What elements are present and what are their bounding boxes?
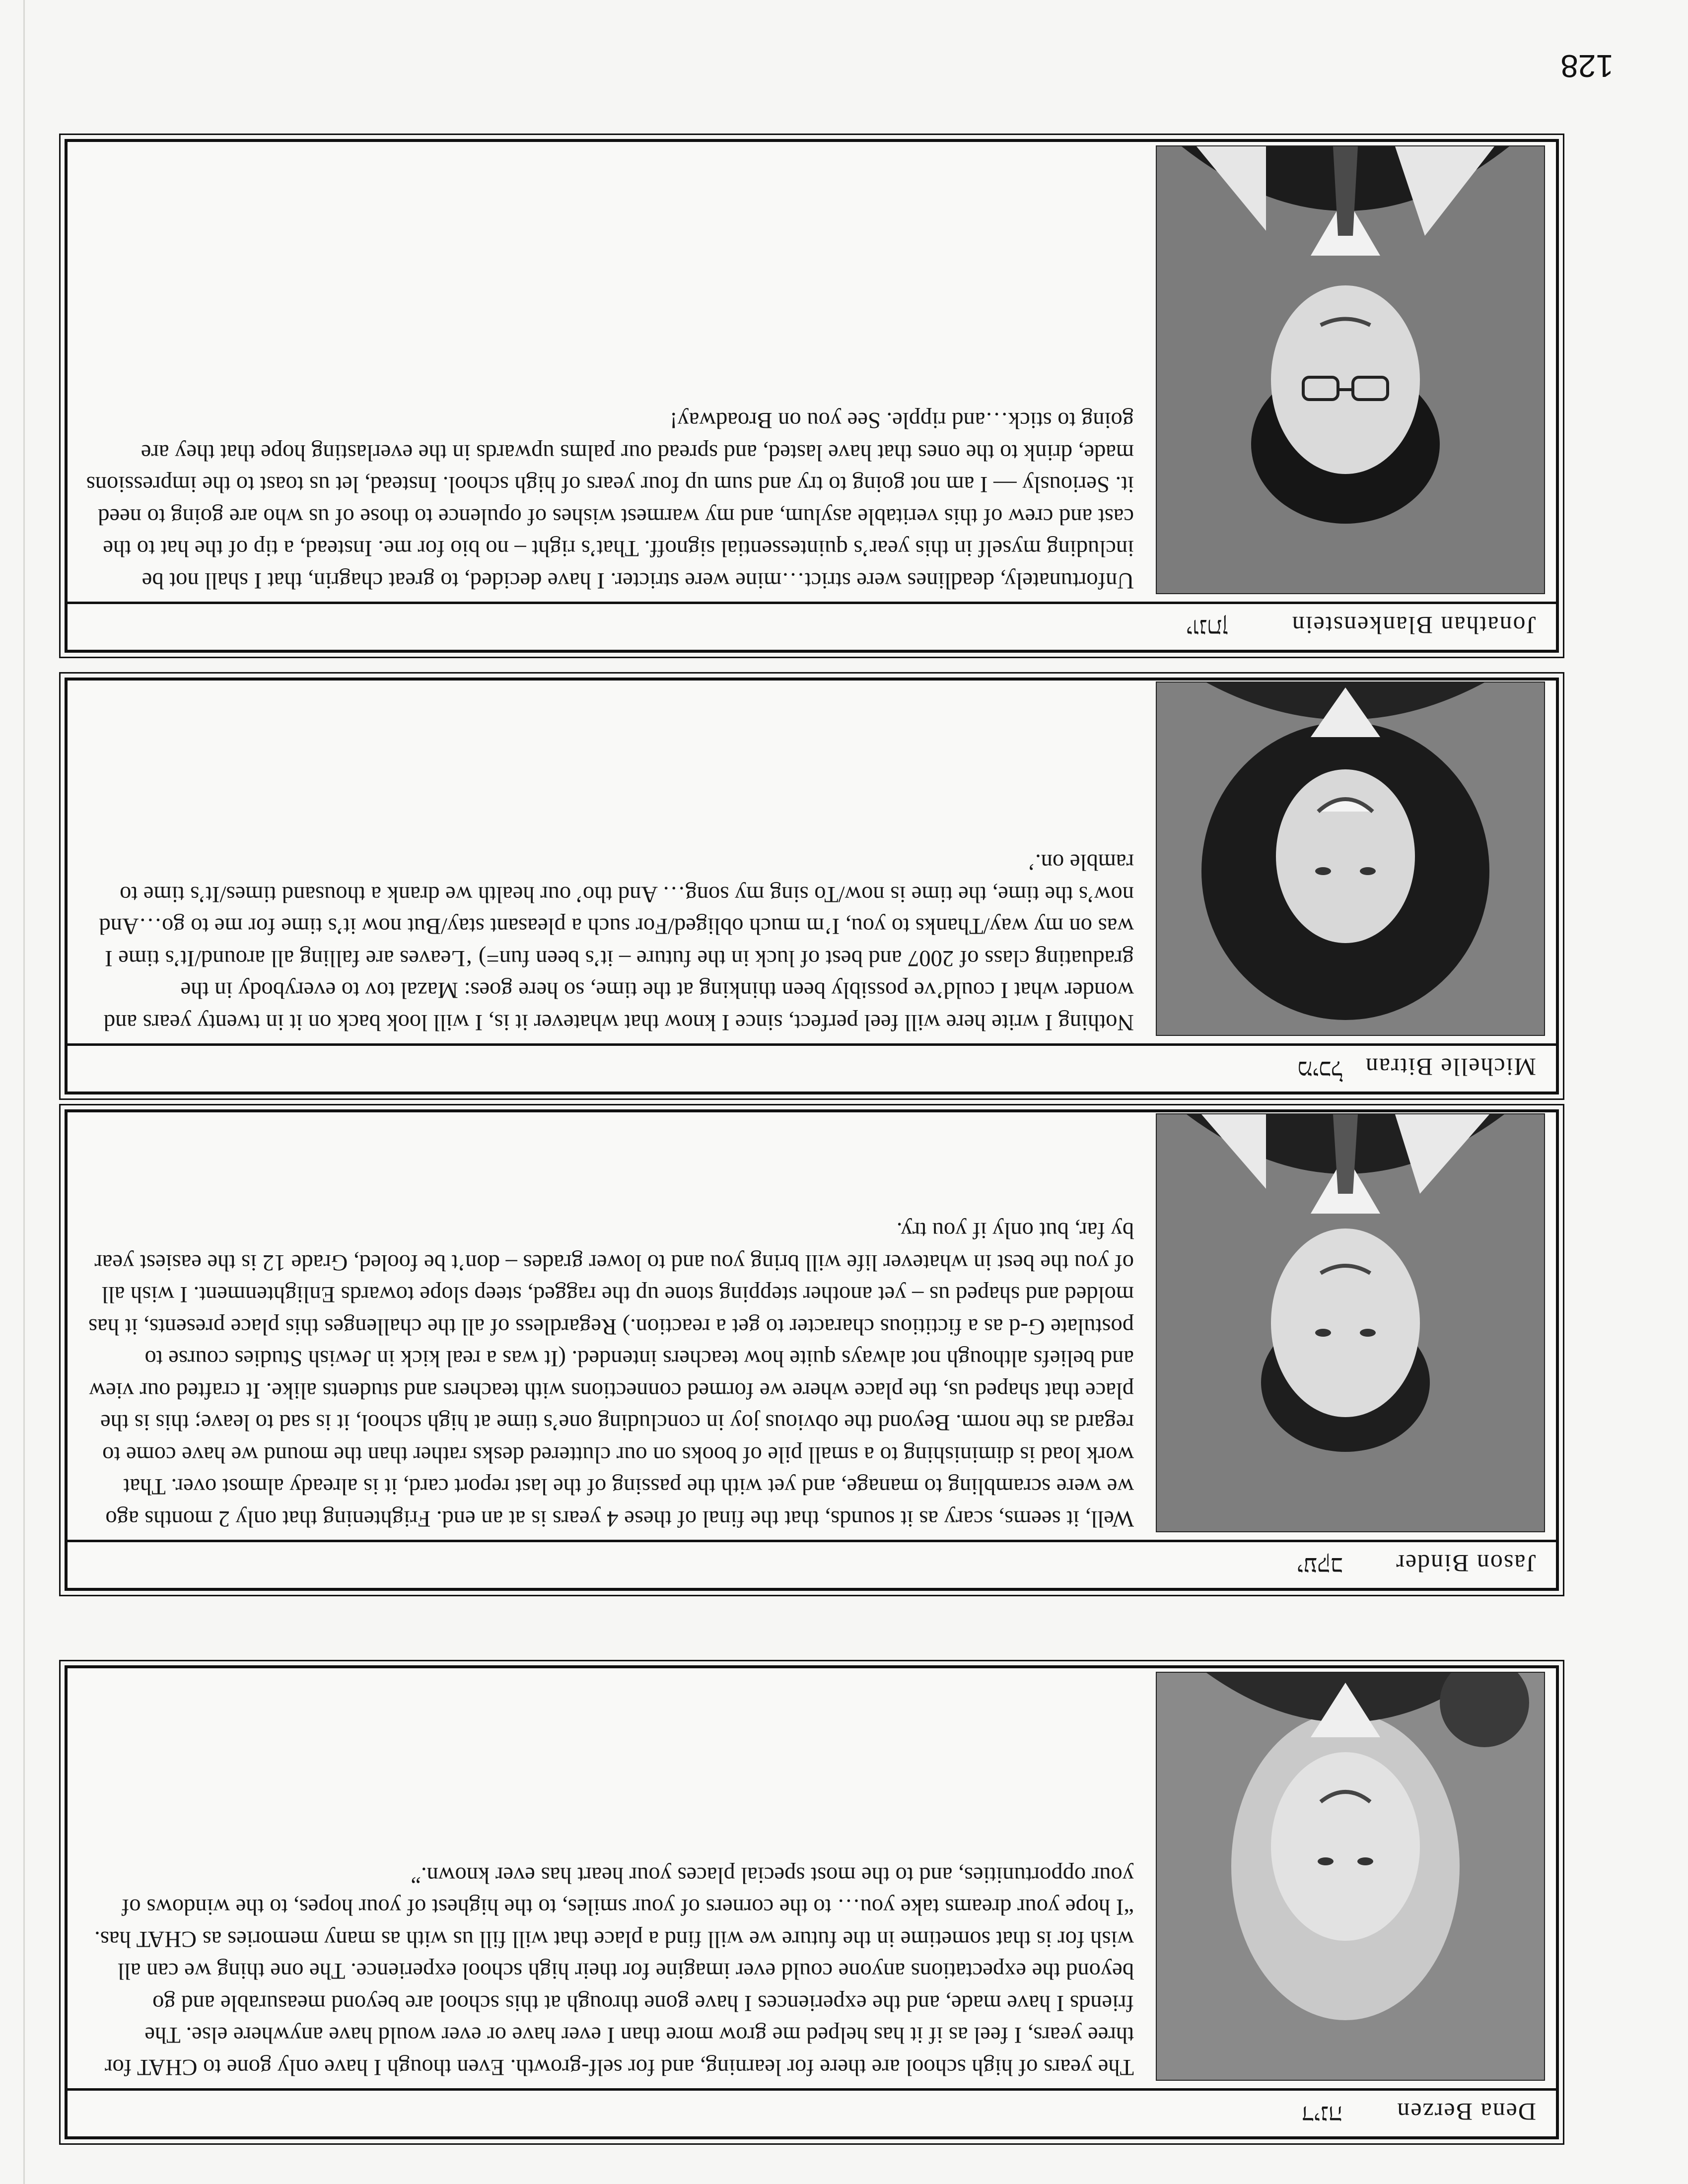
student-name: Dena Berzen	[1396, 2098, 1536, 2126]
student-photo	[1156, 1113, 1545, 1532]
entry-header	[68, 1043, 1556, 1092]
student-entry	[65, 678, 1559, 1094]
student-photo	[1156, 682, 1545, 1036]
portrait-boy-icon	[1157, 1114, 1544, 1531]
student-quote: The years of high school are there for learning, and for self-growth. Even though I have only gone to CHAT for three years, I feel as if it has helped me grow more than I ever have or ever would have anywhere else. The friends I have made, and the experiences I have gone through at this school are beyond measurable and go beyond the expectations anyone could ever imagine for their high school experience. The one thing we can all wish for is that sometime in the future we will find a place that will fill us with as many memories as CHAT has. “I hope your dreams take you… to the corners of your smiles, to the highest of your hopes, to the windows of your opportunities, and to the most special places your heart has ever known.”	[94, 1862, 1134, 2080]
portrait-girl-light-hair-icon	[1157, 1673, 1544, 2080]
student-entry	[65, 139, 1559, 653]
student-entry	[65, 1665, 1559, 2139]
student-name: Jason Binder	[1395, 1550, 1536, 1577]
student-quote: Nothing I write here will feel perfect, since I know that whatever it is, I will look back on it in twenty years and wonder what I could’ve possibly been thinking at the time, so here goes: Mazal tov to everybody in the graduating class of 2007 and best of luck in the future – it’s been fun=) ‘Leaves are falling all around/It’s time I was on my way/Thanks to you, I’m much obliged/For such a pleasant stay/But now it’s time for me to go…And now’s the time, the time is now/To sing my song… And tho’ our health we drank a thousand times/It’s time to ramble on.’	[99, 849, 1134, 1035]
student-name: Michelle Bitran	[1364, 1053, 1536, 1081]
hebrew-name: יעקב	[1296, 1552, 1342, 1581]
student-entry	[65, 1109, 1559, 1591]
portrait-boy-glasses-icon	[1157, 146, 1544, 593]
portrait-girl-curly-hair-icon	[1157, 682, 1544, 1035]
student-photo	[1156, 145, 1545, 594]
binding-edge	[23, 0, 25, 2184]
hebrew-name: דינה	[1301, 2101, 1342, 2129]
student-photo	[1156, 1672, 1545, 2081]
hebrew-name: מיכל	[1297, 1056, 1342, 1085]
student-quote: Well, it seems, scary as it sounds, that the final of these 4 years is at an end. Frightening that only 2 months ago we were scrambling to manage, and yet with the passing of the last report card, it is already almost over. That work load is diminishing to a small pile of books on our cluttered desks rather than the mound we have come to regard as the norm. Beyond the obvious joy in concluding one’s time at high school, it is sad to leave; this is the place that shaped us, the place where we formed connections with teachers and students alike. It crafted our view and beliefs although not always quite how teachers intended. (It was a real kick in Jewish Studies course to postulate G-d as a fictitious character to get a reaction.) Regardless of all the challenges this place presents, it has molded and shaped us – yet another stepping stone up the ragged, steep slope towards Enlightenment. I wish all of you the best in whatever life will bring you and to lower grades – don’t be fooled, Grade 12 is the easiest year by far, but only if you try.	[88, 1218, 1134, 1531]
hebrew-name: יונתן	[1186, 614, 1228, 643]
page-number: 128	[1560, 48, 1614, 84]
entry-header	[68, 2088, 1556, 2136]
student-quote: Unfortunately, deadlines were strict…mine were stricter. I have decided, to great chagrin, that I shall not be including myself in this year’s quintessential signoff. That’s right – no bio for me. Instead, a tip of the hat to the cast and crew of this veritable asylum, and my warmest wishes of opulence to those of us who are going to need it. Seriously — I am not going to try and sum up four years of high school. Instead, let us toast to the impressions made, drink to the ones that have lasted, and spread our palms upwards in the everlasting hope that they are going to stick…and ripple. See you on Broadway!	[86, 408, 1134, 593]
entry-header	[68, 1540, 1556, 1588]
student-name: Jonathan Blankenstein	[1291, 612, 1536, 639]
entry-header	[68, 602, 1556, 650]
